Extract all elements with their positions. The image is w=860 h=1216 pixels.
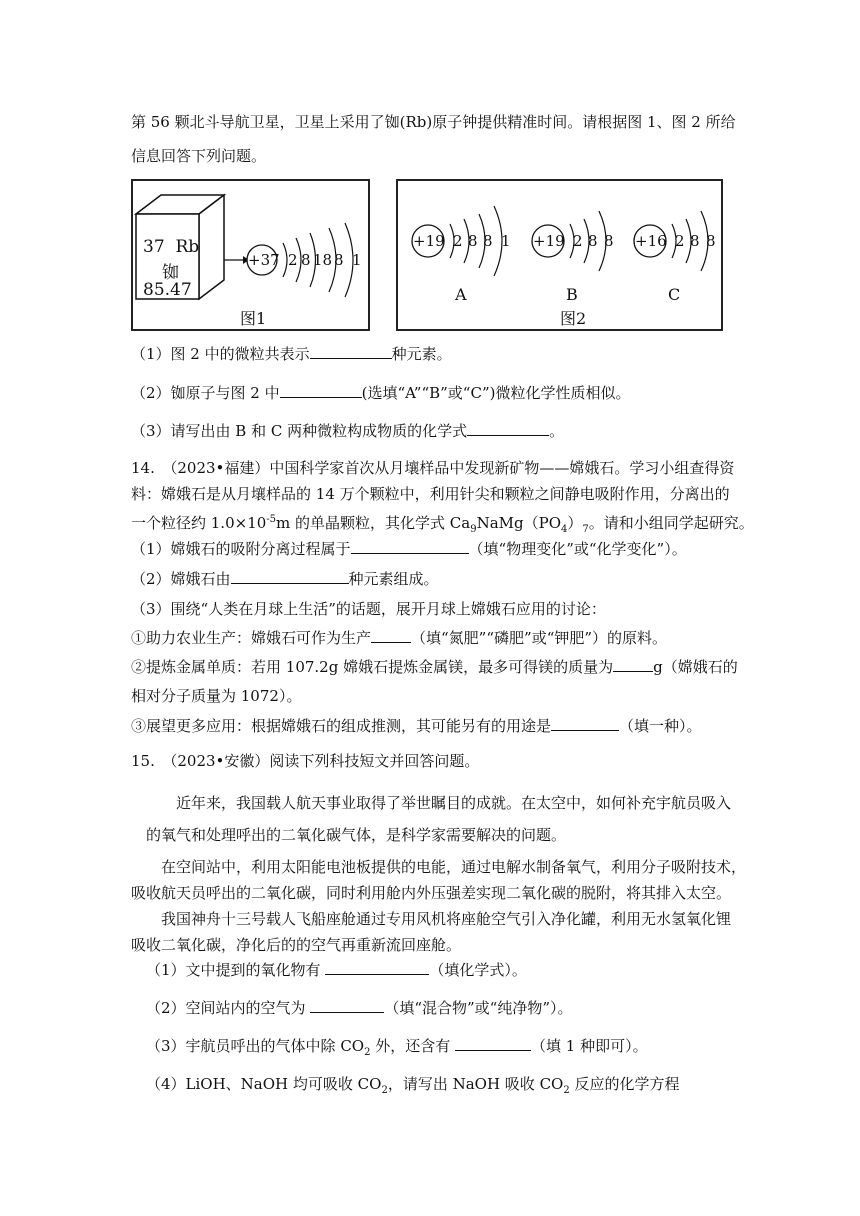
answer-blank[interactable] [325,960,429,975]
figure-2-label: 图2 [560,309,587,328]
q15-part-1: （1）文中提到的氧化物有 （填化学式）。 [146,961,527,979]
q14-sub-2: ②提炼金属单质：若用 107.2g 嫦娥石提炼金属镁，最多可得镁的质量为 g（嫦娥石的 [131,658,738,676]
q14-line-2: 料：嫦娥石是从月壤样品的 14 万个颗粒中，利用针尖和颗粒之间静电吸附作用，分离出的 [131,485,730,503]
q15-para-3-line-2: 吸收二氧化碳，净化后的的空气再重新流回座舱。 [131,936,462,954]
intro-line-2: 信息回答下列问题。 [131,147,267,165]
atomic-mass: 85.47 [143,280,192,300]
shell-electrons: 1 [501,232,511,250]
shell-electrons: 2 [573,232,583,250]
particle-label-c: C [668,285,681,304]
figure-1 [131,179,370,331]
particle-label-b: B [566,285,578,304]
particle-label-a: A [455,285,467,304]
figure-2 [396,179,723,331]
q15-para-2-line-2: 吸收航天员呼出的二氧化碳，同时利用舱内外压强差实现二氧化碳的脱附，将其排入太空。 [131,884,732,902]
q15-para-1-line-2: 的氧气和处理呼出的二氧化碳气体，是科学家需要解决的问题。 [146,826,567,844]
answer-blank[interactable] [613,657,653,672]
shell-electrons: 8 [706,232,716,250]
answer-blank[interactable] [310,998,384,1013]
element-card-side [199,195,224,299]
q13-part-3: （3）请写出由 B 和 C 两种微粒构成物质的化学式 。 [131,422,565,440]
q15-part-2: （2）空间站内的空气为 （填“混合物”或“纯净物”）。 [146,999,573,1017]
shell-electrons: 2 [288,251,298,269]
element-name: 铷 [162,263,179,283]
nucleus-charge-a: +19 [413,232,445,250]
shell-electrons: 1 [352,251,362,269]
shell-electrons: 8 [483,232,493,250]
shell-electrons: 8 [301,251,311,269]
answer-blank[interactable] [280,383,362,398]
shell-electrons: 2 [453,232,463,250]
nucleus-charge-c: +16 [635,232,667,250]
answer-blank[interactable] [310,344,392,359]
nucleus-charge: +37 [248,251,280,269]
shell-electrons: 8 [588,232,598,250]
answer-blank[interactable] [231,569,349,584]
q15-para-1-line-1: 近年来，我国载人航天事业取得了举世瞩目的成就。在太空中，如何补充宇航员吸入 [176,794,732,812]
q14-line-3: 一个粒径约 $1.0\times 10^{-5}m$ 的单晶颗粒，其化学式 $Ca_9NaMg(PO_4)_7$。请和小组同学起研究。 [131,514,754,535]
shell-electrons: 8 [468,232,478,250]
q14-sub-2-line-2: 相对分子质量为 1072）。 [131,687,302,705]
shell-electrons: 8 [690,232,700,250]
atomic-number: 37 [143,237,165,257]
q15-part-4: （4）LiOH、NaOH 均可吸收 $CO_2$，请写出 NaOH 吸收 $CO_2$ 反应的化学方程 [146,1075,680,1096]
answer-blank[interactable] [467,421,549,436]
shell-arc [283,243,287,277]
shell-electrons: 8 [334,251,344,269]
answer-blank[interactable] [551,716,619,731]
q15-line-1: 15. （2023•安徽）阅读下列科技短文并回答问题。 [131,752,480,770]
q14-part-3: （3）围绕“人类在月球上生活”的话题，展开月球上嫦娥石应用的讨论： [131,600,606,618]
q13-part-2: （2）铷原子与图 2 中 (选填“A”“B”或“C”)微粒化学性质相似。 [131,384,631,402]
answer-blank[interactable] [455,1036,531,1051]
q14-part-2: （2）嫦娥石由 种元素组成。 [131,570,439,588]
q14-sub-3: ③展望更多应用：根据嫦娥石的组成推测，其可能另有的用途是 （填一种）。 [131,717,702,735]
shell-electrons: 2 [675,232,685,250]
q14-part-1: （1）嫦娥石的吸附分离过程属于 （填“物理变化”或“化学变化”）。 [131,540,687,558]
nucleus-charge-b: +19 [533,232,565,250]
q14-line-1: 14. （2023•福建）中国科学家首次从月壤样品中发现新矿物——嫦娥石。学习小组查得资 [131,459,735,477]
figure-1-label: 图1 [240,309,267,328]
q14-sub-1: ①助力农业生产：嫦娥石可作为生产 （填“氮肥”“磷肥”或“钾肥”）的原料。 [131,629,668,647]
q15-para-2-line-1: 在空间站中，利用太阳能电池板提供的电能，通过电解水制备氧气，利用分子吸附技术， [161,858,747,876]
shell-electrons: 8 [604,232,614,250]
answer-blank[interactable] [351,539,469,554]
answer-blank[interactable] [371,628,411,643]
intro-line-1: 第 56 颗北斗导航卫星，卫星上采用了铷(Rb)原子钟提供精准时间。请根据图 1、图 2 所给 [131,113,736,131]
element-symbol: Rb [175,237,200,257]
q15-para-3-line-1: 我国神舟十三号载人飞船座舱通过专用风机将座舱空气引入净化罐，利用无水氢氧化锂 [161,910,732,928]
q13-part-1: （1）图 2 中的微粒共表示 种元素。 [131,345,452,363]
shell-electrons: 18 [313,251,333,269]
q15-part-3: （3）宇航员呼出的气体中除 $CO_2$ 外，还含有 （填 1 种即可）。 [146,1037,648,1058]
